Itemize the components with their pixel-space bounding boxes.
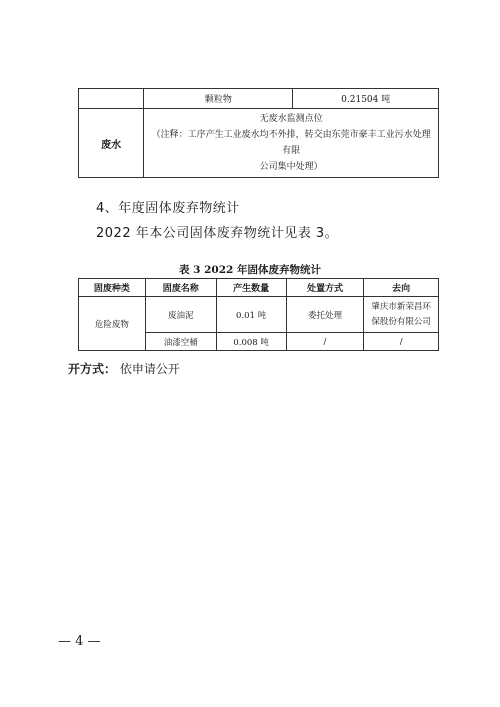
column-header: 处置方式 [286,279,364,297]
table-cell: 废油泥 [145,297,216,333]
solid-waste-table [78,278,439,351]
column-header: 固废名称 [145,279,216,297]
table-row [79,297,439,333]
disclosure-value: 依申请公开 [119,362,180,376]
category-cell: 废水 [79,109,144,178]
table-cell: 委托处理 [286,297,364,333]
note-line: （注释：工序产生工业废水均不外排，转交由东莞市豪丰工业污水处理有限 [151,130,431,156]
column-header: 固废种类 [79,279,146,297]
disclosure-label: 开方式： [68,362,117,376]
note-line: 无废水监测点位 [259,114,323,124]
table-cell: / [286,333,364,351]
table-cell: 油漆空桶 [145,333,216,351]
category-cell: 危险废物 [79,297,146,351]
destination-line: 保股份有限公司 [371,316,431,327]
table-cell: / [364,333,439,351]
page-number: — 4 — [58,634,101,649]
destination-cell [364,297,439,333]
table-caption: 表 3 2022 年固体废弃物统计 [179,264,321,276]
column-header: 去向 [364,279,439,297]
table-row [79,89,439,109]
destination-line: 肇庆市新荣昌环 [371,301,431,312]
emissions-table [78,88,439,178]
table-cell: 0.01 吨 [216,297,286,333]
table-cell: 颗粒物 [144,89,293,109]
table-header-row [79,279,439,297]
column-header: 产生数量 [216,279,286,297]
note-line: 公司集中处理） [259,162,323,172]
disclosure-line [68,360,180,377]
section-heading: 4、年度固体废弃物统计 [96,201,240,216]
table-cell [79,89,144,109]
note-cell [144,109,439,178]
table-row [79,109,439,178]
intro-paragraph: 2022 年本公司固体废弃物统计见表 3。 [96,226,339,241]
table-cell: 0.008 吨 [216,333,286,351]
table-cell: 0.21504 吨 [293,89,439,109]
